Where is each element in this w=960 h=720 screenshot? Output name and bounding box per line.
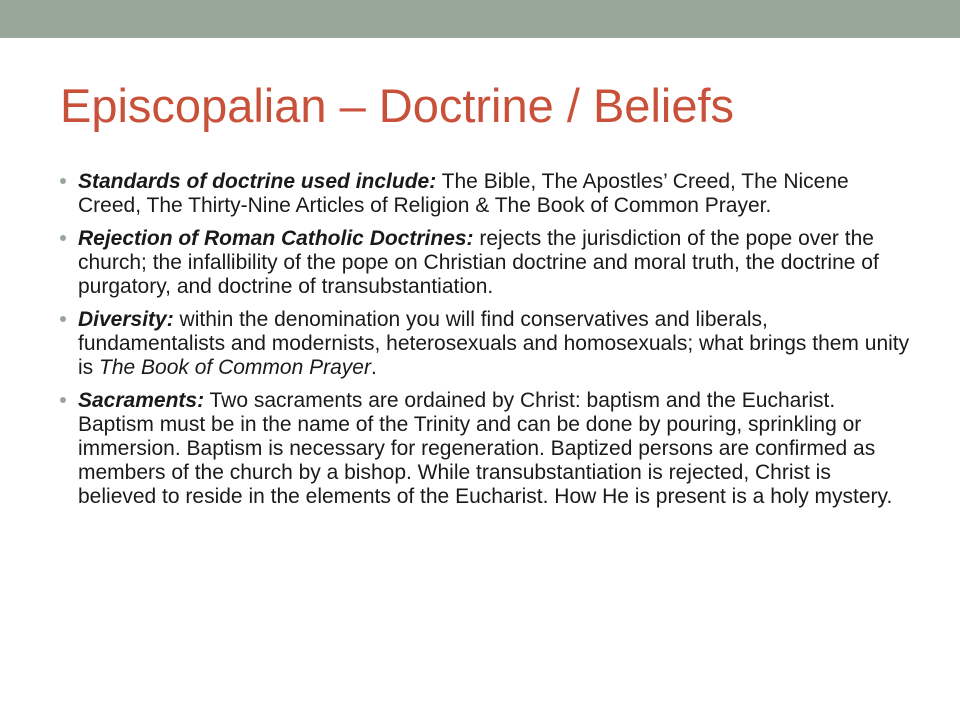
bullet-lead: Standards of doctrine used include: <box>78 170 437 193</box>
bullet-emphasis: The Book of Common Prayer <box>99 356 371 379</box>
bullet-dot-icon <box>60 397 66 403</box>
bullet-list <box>60 170 910 518</box>
bullet-dot-icon <box>60 178 66 184</box>
bullet-item-diversity <box>60 308 910 380</box>
bullet-text: rejects the jurisdiction of the pope over the church; the infallibility of the pope on Christian doctrine and moral truth, the doctrine of purgatory, and doctrine of transubstantiation. <box>78 227 879 298</box>
bullet-tail: . <box>370 356 377 379</box>
bullet-item-sacraments <box>60 389 910 509</box>
bullet-text: The Bible, The Apostles’ Creed, The Nicene Creed, The Thirty-Nine Articles of Religion & The Book of Common Prayer. <box>78 170 849 217</box>
bullet-text: within the denomination you will find conservatives and liberals, fundamentalists and modernists, heterosexuals and homosexuals; what brings them unity is <box>78 308 910 379</box>
bullet-dot-icon <box>60 235 66 241</box>
bullet-item-rejection <box>60 227 910 299</box>
bullet-item-doctrine-standards <box>60 170 910 218</box>
top-accent-band <box>0 0 960 38</box>
bullet-lead: Diversity: <box>78 308 174 331</box>
bullet-text: Two sacraments are ordained by Christ: baptism and the Eucharist. Baptism must be in the name of the Trinity and can be done by pouring, sprinkling or immersion. Baptism is necessary for regeneration. Baptized persons are confirmed as members of the church by a bishop. While transubstantiation is rejected, Christ is believed to reside in the elements of the Eucharist. How He is present is a holy mystery. <box>78 389 893 508</box>
bullet-dot-icon <box>60 316 66 322</box>
bullet-lead: Rejection of Roman Catholic Doctrines: <box>78 227 474 250</box>
slide-title: Episcopalian – Doctrine / Beliefs <box>60 79 735 132</box>
bullet-lead: Sacraments: <box>78 389 205 412</box>
